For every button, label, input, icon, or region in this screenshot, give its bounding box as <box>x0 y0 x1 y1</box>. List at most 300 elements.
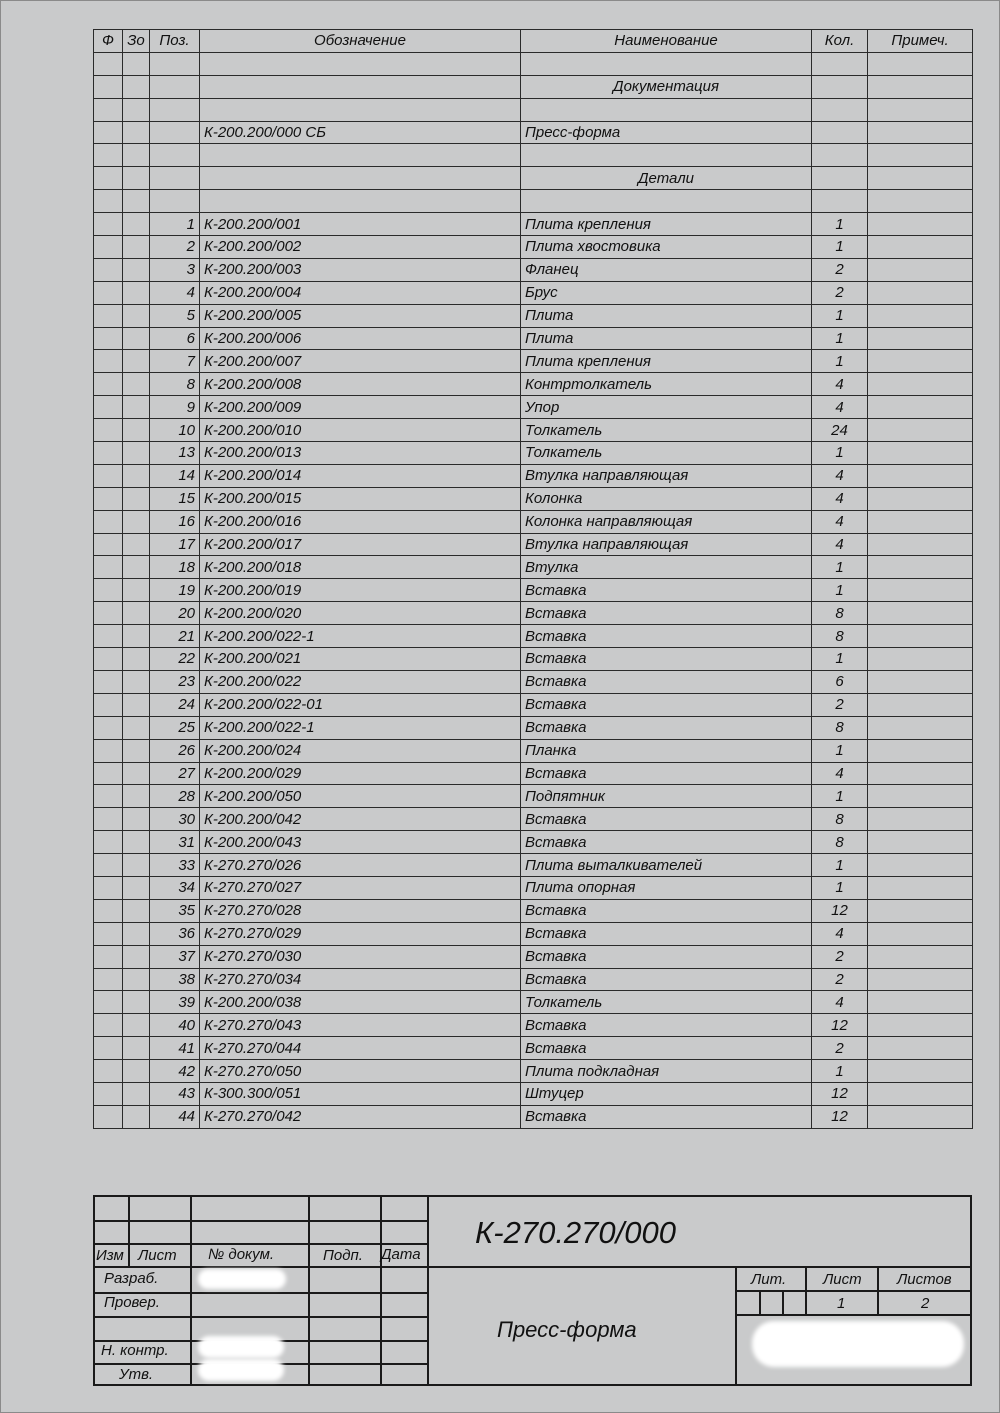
table-row <box>94 213 973 236</box>
empty-row <box>94 144 973 167</box>
cell-quantity: 2 <box>812 945 868 968</box>
cell-format <box>94 373 123 396</box>
cell-quantity: 1 <box>812 350 868 373</box>
cell-name: Колонка направляющая <box>521 510 812 533</box>
cell-zone <box>123 258 150 281</box>
cell-name: Вставка <box>521 762 812 785</box>
table-row <box>94 1105 973 1128</box>
table-row <box>94 579 973 602</box>
cell-designation: К-270.270/030 <box>200 945 521 968</box>
cell-name: Вставка <box>521 968 812 991</box>
cell-format <box>94 510 123 533</box>
cell-zone <box>123 442 150 465</box>
cell-zone <box>123 991 150 1014</box>
cell-position: 25 <box>150 716 200 739</box>
cell-name: Планка <box>521 739 812 762</box>
cell-format <box>94 831 123 854</box>
cell-format <box>94 945 123 968</box>
cell-designation: К-200.200/022-1 <box>200 716 521 739</box>
cell-zone <box>123 762 150 785</box>
cell-note <box>868 876 973 899</box>
cell-zone <box>123 922 150 945</box>
cell-quantity: 1 <box>812 213 868 236</box>
cell-format <box>94 350 123 373</box>
cell-position: 38 <box>150 968 200 991</box>
cell-quantity: 1 <box>812 1060 868 1083</box>
cell-position: 44 <box>150 1105 200 1128</box>
cell-quantity: 4 <box>812 396 868 419</box>
cell-name: Вставка <box>521 945 812 968</box>
cell-quantity: 4 <box>812 487 868 510</box>
redacted-organization <box>752 1321 964 1367</box>
cell-designation: К-200.200/021 <box>200 648 521 671</box>
document-number: К-270.270/000 <box>475 1215 676 1250</box>
cell-name: Плита крепления <box>521 350 812 373</box>
cell-zone <box>123 739 150 762</box>
cell-designation: К-270.270/044 <box>200 1037 521 1060</box>
cell-format <box>94 1037 123 1060</box>
cell-designation: К-200.200/014 <box>200 464 521 487</box>
cell-zone <box>123 1037 150 1060</box>
cell-position: 10 <box>150 419 200 442</box>
cell-note <box>868 785 973 808</box>
cell-zone <box>123 876 150 899</box>
cell-note <box>868 213 973 236</box>
table-row <box>94 510 973 533</box>
cell-quantity: 4 <box>812 922 868 945</box>
cell-name: Вставка <box>521 1014 812 1037</box>
cell-note <box>868 304 973 327</box>
cell-quantity: 24 <box>812 419 868 442</box>
cell-designation: К-270.270/050 <box>200 1060 521 1083</box>
cell-name: Вставка <box>521 670 812 693</box>
table-row <box>94 648 973 671</box>
table-row <box>94 258 973 281</box>
cell-quantity: 6 <box>812 670 868 693</box>
cell-position: 27 <box>150 762 200 785</box>
cell-zone <box>123 579 150 602</box>
table-row <box>94 1082 973 1105</box>
table-row <box>94 350 973 373</box>
cell-position: 20 <box>150 602 200 625</box>
cell-quantity: 1 <box>812 442 868 465</box>
cell-designation: К-270.270/043 <box>200 1014 521 1037</box>
cell-designation: К-200.200/042 <box>200 808 521 831</box>
cell-quantity: 1 <box>812 854 868 877</box>
cell-note <box>868 1037 973 1060</box>
cell-position: 42 <box>150 1060 200 1083</box>
table-row <box>94 762 973 785</box>
specification-table <box>93 29 973 1129</box>
table-header-row <box>94 30 973 53</box>
cell-position: 24 <box>150 693 200 716</box>
cell-note <box>868 396 973 419</box>
header-designation: Обозначение <box>200 30 521 53</box>
redacted-name-3 <box>198 1359 284 1381</box>
cell-designation: К-200.200/016 <box>200 510 521 533</box>
doc-designation: К-200.200/000 СБ <box>200 121 521 144</box>
cell-quantity: 1 <box>812 304 868 327</box>
cell-designation: К-200.200/006 <box>200 327 521 350</box>
cell-format <box>94 968 123 991</box>
cell-format <box>94 762 123 785</box>
cell-format <box>94 258 123 281</box>
cell-zone <box>123 808 150 831</box>
cell-note <box>868 281 973 304</box>
document-name: Пресс-форма <box>497 1317 637 1342</box>
cell-quantity: 8 <box>812 716 868 739</box>
table-row <box>94 945 973 968</box>
cell-position: 39 <box>150 991 200 1014</box>
cell-zone <box>123 464 150 487</box>
cell-designation: К-200.200/004 <box>200 281 521 304</box>
cell-format <box>94 579 123 602</box>
cell-position: 3 <box>150 258 200 281</box>
cell-designation: К-200.200/017 <box>200 533 521 556</box>
cell-designation: К-200.200/007 <box>200 350 521 373</box>
cell-position: 2 <box>150 236 200 259</box>
cell-zone <box>123 533 150 556</box>
cell-format <box>94 854 123 877</box>
cell-position: 16 <box>150 510 200 533</box>
cell-position: 8 <box>150 373 200 396</box>
cell-name: Вставка <box>521 831 812 854</box>
cell-zone <box>123 350 150 373</box>
cell-note <box>868 670 973 693</box>
cell-name: Контртолкатель <box>521 373 812 396</box>
empty-row <box>94 190 973 213</box>
cell-name: Втулка <box>521 556 812 579</box>
table-row <box>94 533 973 556</box>
cell-zone <box>123 281 150 304</box>
cell-zone <box>123 854 150 877</box>
cell-note <box>868 899 973 922</box>
cell-zone <box>123 213 150 236</box>
cell-quantity: 4 <box>812 464 868 487</box>
sheet-value: 1 <box>837 1295 846 1312</box>
cell-name: Толкатель <box>521 991 812 1014</box>
cell-quantity: 1 <box>812 739 868 762</box>
table-row <box>94 831 973 854</box>
table-row <box>94 236 973 259</box>
cell-zone <box>123 785 150 808</box>
cell-position: 34 <box>150 876 200 899</box>
cell-note <box>868 625 973 648</box>
cell-format <box>94 213 123 236</box>
cell-name: Брус <box>521 281 812 304</box>
cell-designation: К-200.200/002 <box>200 236 521 259</box>
cell-zone <box>123 693 150 716</box>
cell-position: 7 <box>150 350 200 373</box>
cell-zone <box>123 419 150 442</box>
cell-name: Вставка <box>521 579 812 602</box>
documentation-row <box>94 121 973 144</box>
lit-label: Лит. <box>751 1271 787 1288</box>
cell-quantity: 4 <box>812 991 868 1014</box>
cell-zone <box>123 945 150 968</box>
redacted-name-1 <box>198 1269 286 1289</box>
cell-zone <box>123 899 150 922</box>
cell-format <box>94 396 123 419</box>
cell-note <box>868 808 973 831</box>
cell-designation: К-200.200/024 <box>200 739 521 762</box>
cell-format <box>94 670 123 693</box>
cell-note <box>868 533 973 556</box>
col-label-izm: Изм <box>96 1247 124 1264</box>
cell-format <box>94 876 123 899</box>
table-row <box>94 1037 973 1060</box>
cell-quantity: 12 <box>812 1082 868 1105</box>
cell-name: Плита подкладная <box>521 1060 812 1083</box>
cell-name: Вставка <box>521 648 812 671</box>
cell-name: Вставка <box>521 1105 812 1128</box>
cell-note <box>868 258 973 281</box>
header-name: Наименование <box>521 30 812 53</box>
cell-name: Вставка <box>521 693 812 716</box>
cell-designation: К-300.300/051 <box>200 1082 521 1105</box>
table-row <box>94 419 973 442</box>
cell-note <box>868 487 973 510</box>
cell-note <box>868 968 973 991</box>
cell-zone <box>123 648 150 671</box>
cell-quantity: 12 <box>812 1105 868 1128</box>
cell-note <box>868 464 973 487</box>
cell-zone <box>123 716 150 739</box>
cell-note <box>868 991 973 1014</box>
cell-position: 9 <box>150 396 200 419</box>
cell-name: Плита <box>521 327 812 350</box>
cell-format <box>94 442 123 465</box>
cell-note <box>868 556 973 579</box>
cell-position: 22 <box>150 648 200 671</box>
cell-position: 19 <box>150 579 200 602</box>
cell-note <box>868 1014 973 1037</box>
cell-name: Вставка <box>521 716 812 739</box>
cell-position: 6 <box>150 327 200 350</box>
cell-name: Вставка <box>521 899 812 922</box>
cell-format <box>94 648 123 671</box>
cell-name: Упор <box>521 396 812 419</box>
cell-note <box>868 602 973 625</box>
table-row <box>94 396 973 419</box>
cell-format <box>94 1082 123 1105</box>
table-row <box>94 373 973 396</box>
cell-name: Плита опорная <box>521 876 812 899</box>
cell-position: 41 <box>150 1037 200 1060</box>
cell-quantity: 4 <box>812 373 868 396</box>
cell-name: Плита <box>521 304 812 327</box>
table-row <box>94 876 973 899</box>
table-row <box>94 556 973 579</box>
cell-note <box>868 236 973 259</box>
table-row <box>94 968 973 991</box>
cell-note <box>868 350 973 373</box>
section-row-documentation <box>94 75 973 98</box>
cell-note <box>868 648 973 671</box>
cell-format <box>94 899 123 922</box>
cell-designation: К-270.270/029 <box>200 922 521 945</box>
cell-zone <box>123 373 150 396</box>
col-label-date: Дата <box>381 1246 421 1263</box>
cell-name: Втулка направляющая <box>521 464 812 487</box>
table-row <box>94 625 973 648</box>
cell-note <box>868 716 973 739</box>
empty-row <box>94 98 973 121</box>
cell-position: 14 <box>150 464 200 487</box>
cell-position: 13 <box>150 442 200 465</box>
cell-zone <box>123 1082 150 1105</box>
cell-position: 26 <box>150 739 200 762</box>
cell-zone <box>123 1014 150 1037</box>
cell-designation: К-200.200/015 <box>200 487 521 510</box>
table-row <box>94 1060 973 1083</box>
cell-designation: К-200.200/022-01 <box>200 693 521 716</box>
cell-quantity: 1 <box>812 579 868 602</box>
table-row <box>94 281 973 304</box>
cell-name: Вставка <box>521 602 812 625</box>
cell-position: 28 <box>150 785 200 808</box>
cell-format <box>94 1105 123 1128</box>
cell-position: 31 <box>150 831 200 854</box>
cell-format <box>94 533 123 556</box>
cell-designation: К-200.200/019 <box>200 579 521 602</box>
cell-designation: К-270.270/042 <box>200 1105 521 1128</box>
cell-position: 37 <box>150 945 200 968</box>
cell-format <box>94 281 123 304</box>
table-row <box>94 464 973 487</box>
cell-format <box>94 991 123 1014</box>
cell-designation: К-270.270/026 <box>200 854 521 877</box>
section-title-documentation: Документация <box>521 75 812 98</box>
cell-format <box>94 1060 123 1083</box>
cell-position: 21 <box>150 625 200 648</box>
cell-name: Плита выталкивателей <box>521 854 812 877</box>
cell-name: Толкатель <box>521 442 812 465</box>
cell-format <box>94 419 123 442</box>
cell-name: Вставка <box>521 808 812 831</box>
cell-note <box>868 419 973 442</box>
row-label-norm-control: Н. контр. <box>101 1342 169 1359</box>
cell-position: 4 <box>150 281 200 304</box>
cell-quantity: 2 <box>812 1037 868 1060</box>
cell-position: 35 <box>150 899 200 922</box>
table-row <box>94 854 973 877</box>
cell-note <box>868 854 973 877</box>
cell-note <box>868 945 973 968</box>
cell-position: 1 <box>150 213 200 236</box>
cell-designation: К-200.200/050 <box>200 785 521 808</box>
cell-format <box>94 464 123 487</box>
cell-note <box>868 579 973 602</box>
cell-note <box>868 693 973 716</box>
cell-position: 30 <box>150 808 200 831</box>
cell-designation: К-200.200/013 <box>200 442 521 465</box>
row-label-developed: Разраб. <box>104 1270 159 1287</box>
cell-name: Втулка направляющая <box>521 533 812 556</box>
table-row <box>94 487 973 510</box>
row-label-checked: Провер. <box>104 1294 160 1311</box>
cell-format <box>94 304 123 327</box>
cell-position: 15 <box>150 487 200 510</box>
cell-zone <box>123 602 150 625</box>
cell-quantity: 1 <box>812 327 868 350</box>
cell-designation: К-270.270/028 <box>200 899 521 922</box>
sheet-label: Лист <box>823 1271 862 1288</box>
cell-position: 36 <box>150 922 200 945</box>
header-note: Примеч. <box>868 30 973 53</box>
cell-quantity: 8 <box>812 625 868 648</box>
cell-note <box>868 1105 973 1128</box>
cell-zone <box>123 625 150 648</box>
cell-designation: К-200.200/029 <box>200 762 521 785</box>
table-row <box>94 739 973 762</box>
redacted-name-2 <box>198 1336 284 1358</box>
cell-designation: К-200.200/020 <box>200 602 521 625</box>
cell-zone <box>123 304 150 327</box>
col-label-doc-number: № докум. <box>208 1246 275 1263</box>
cell-name: Вставка <box>521 1037 812 1060</box>
table-row <box>94 785 973 808</box>
cell-designation: К-200.200/005 <box>200 304 521 327</box>
cell-note <box>868 1082 973 1105</box>
cell-quantity: 2 <box>812 281 868 304</box>
cell-position: 18 <box>150 556 200 579</box>
header-quantity: Кол. <box>812 30 868 53</box>
cell-position: 33 <box>150 854 200 877</box>
col-label-signature: Подп. <box>323 1247 363 1264</box>
cell-designation: К-200.200/038 <box>200 991 521 1014</box>
table-row <box>94 602 973 625</box>
cell-note <box>868 739 973 762</box>
cell-note <box>868 442 973 465</box>
cell-designation: К-200.200/043 <box>200 831 521 854</box>
cell-format <box>94 327 123 350</box>
doc-name: Пресс-форма <box>521 121 812 144</box>
cell-note <box>868 922 973 945</box>
cell-note <box>868 1060 973 1083</box>
table-row <box>94 808 973 831</box>
cell-note <box>868 373 973 396</box>
cell-quantity: 8 <box>812 808 868 831</box>
row-label-approved: Утв. <box>119 1366 154 1383</box>
cell-quantity: 4 <box>812 533 868 556</box>
cell-position: 23 <box>150 670 200 693</box>
cell-zone <box>123 1105 150 1128</box>
cell-quantity: 8 <box>812 602 868 625</box>
cell-designation: К-200.200/010 <box>200 419 521 442</box>
cell-designation: К-270.270/027 <box>200 876 521 899</box>
empty-row <box>94 52 973 75</box>
cell-format <box>94 1014 123 1037</box>
cell-quantity: 1 <box>812 236 868 259</box>
cell-zone <box>123 327 150 350</box>
header-zone: Зо <box>123 30 150 53</box>
section-row-details <box>94 167 973 190</box>
cell-format <box>94 922 123 945</box>
cell-zone <box>123 556 150 579</box>
cell-zone <box>123 968 150 991</box>
cell-format <box>94 785 123 808</box>
table-row <box>94 1014 973 1037</box>
cell-note <box>868 831 973 854</box>
cell-format <box>94 739 123 762</box>
cell-name: Колонка <box>521 487 812 510</box>
section-title-details: Детали <box>521 167 812 190</box>
cell-quantity: 2 <box>812 258 868 281</box>
cell-quantity: 1 <box>812 876 868 899</box>
header-format: Ф <box>94 30 123 53</box>
table-row <box>94 670 973 693</box>
